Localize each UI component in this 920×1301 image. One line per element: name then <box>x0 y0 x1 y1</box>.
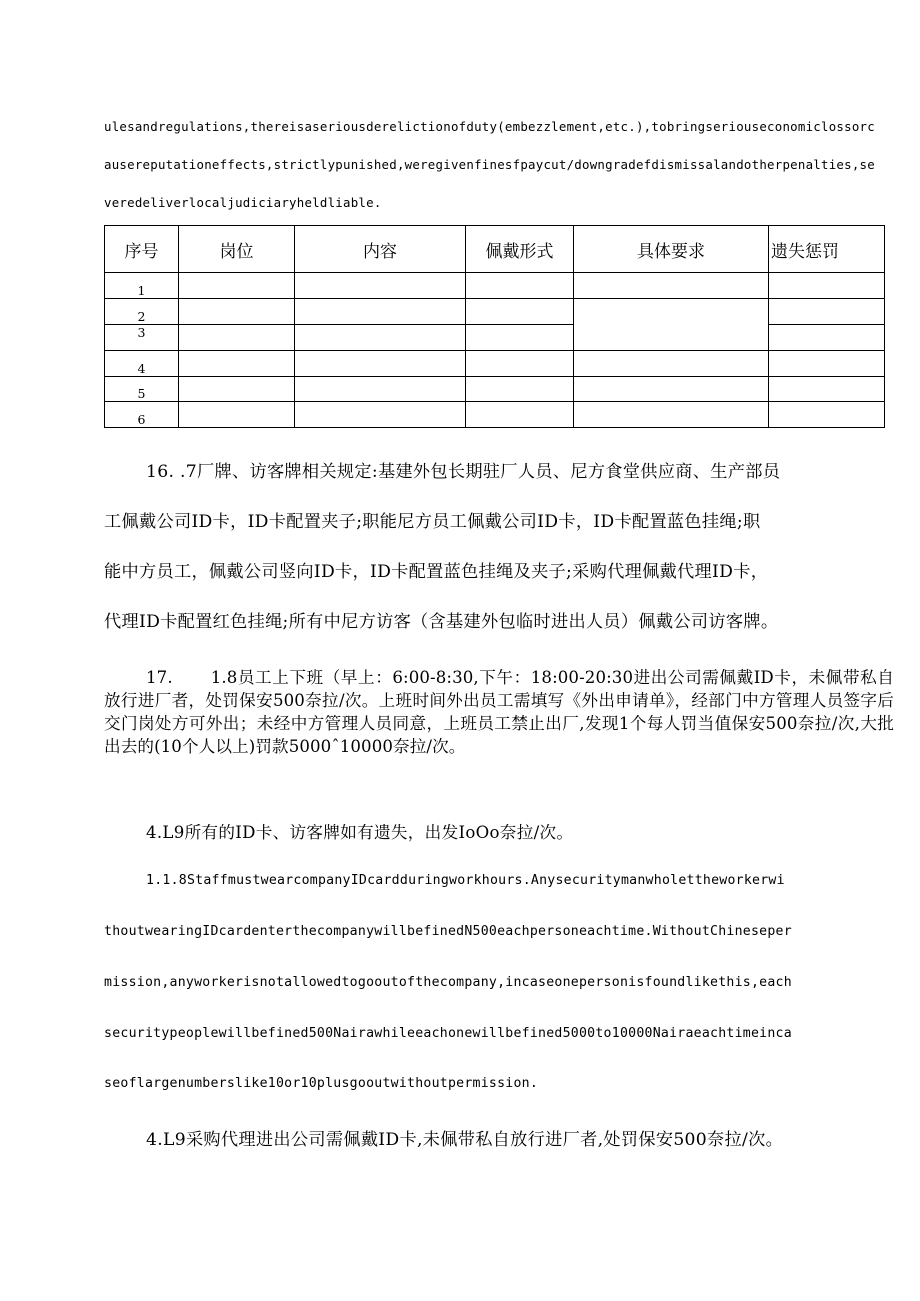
table-cell <box>179 299 295 325</box>
table-cell <box>295 351 466 377</box>
merged-cell <box>574 299 769 351</box>
table-cell <box>466 402 574 428</box>
english-line-1: 1.1.8StaffmustwearcompanyIDcardduringworkhours.Anysecuritymanwholettheworkerwi <box>146 873 785 888</box>
table-cell <box>466 325 574 351</box>
english-line-4: securitypeoplewillbefined500Nairawhileeachonewillbefined5000to10000Nairaeachtimeinca <box>104 1026 792 1041</box>
header-content: 内容 <box>295 226 466 273</box>
table-cell <box>295 299 466 325</box>
section-16-line-1: 16. .7厂牌、访客牌相关规定:基建外包长期驻厂人员、尼方食堂供应商、生产部员 <box>146 462 781 482</box>
table-cell <box>466 273 574 299</box>
table-cell <box>769 351 885 377</box>
table-cell <box>466 377 574 402</box>
table-cell <box>295 273 466 299</box>
section-17-paragraph <box>104 666 894 758</box>
table-row <box>105 402 885 428</box>
table-cell <box>466 299 574 325</box>
section-16-line-2: 工佩戴公司ID卡，ID卡配置夹子;职能尼方员工佩戴公司ID卡，ID卡配置蓝色挂绳;职 <box>104 512 761 532</box>
row-number: 2 <box>105 299 179 325</box>
header-wear-form: 佩戴形式 <box>466 226 574 273</box>
header-requirements: 具体要求 <box>574 226 769 273</box>
section-419-purchase-agents: 4.L9采购代理进出公司需佩戴ID卡,未佩带私自放行进厂者,处罚保安500奈拉/次。 <box>146 1130 784 1150</box>
row-number: 4 <box>105 351 179 377</box>
english-line-3: mission,anyworkerisnotallowedtogooutofthecompany,incaseonepersonisfoundlikethis,each <box>104 975 792 990</box>
table-cell <box>295 325 466 351</box>
section-16-line-4: 代理ID卡配置红色挂绳;所有中尼方访客（含基建外包临时进出人员）佩戴公司访客牌。 <box>104 612 779 632</box>
section-17-number: 17. <box>146 668 173 687</box>
table-cell <box>769 273 885 299</box>
table-row <box>105 273 885 299</box>
table-cell <box>295 377 466 402</box>
table-row <box>105 299 885 325</box>
english-line-2: thoutwearingIDcardenterthecompanywillbefinedN500eachpersoneachtime.WithoutChineseper <box>104 924 792 939</box>
table-cell <box>574 273 769 299</box>
section-17-text: 1.8员工上下班（早上：6:00-8:30,下午：18:00-20:30进出公司需佩戴ID卡，未佩带私自放行进厂者，处罚保安500奈拉/次。上班时间外出员工需填写《外出申请单》，经部门中方管理人员签字后交门岗处方可外出；未经中方管理人员同意，上班员工禁止出厂,发现1个每人罚当值保安500奈拉/次,大批出去的(10个人以上)罚款5000ˆ10000奈拉/次。 <box>104 668 894 756</box>
table-cell <box>179 377 295 402</box>
table-header-row <box>105 226 885 273</box>
header-loss-penalty: 遗失惩罚 <box>769 226 885 273</box>
header-seq: 序号 <box>105 226 179 273</box>
table-cell <box>769 299 885 325</box>
table-row <box>105 351 885 377</box>
table-cell <box>179 402 295 428</box>
row-number: 3 <box>105 325 179 351</box>
table-cell <box>574 377 769 402</box>
table-cell <box>466 351 574 377</box>
table-cell <box>295 402 466 428</box>
table-cell <box>179 351 295 377</box>
table-cell <box>769 402 885 428</box>
table-cell <box>179 325 295 351</box>
table-row <box>105 377 885 402</box>
intro-line-2: ausereputationeffects,strictlypunished,weregivenfinesfpaycut/downgradefdismissalandotherpenalties,se <box>104 157 875 172</box>
english-line-5: seoflargenumberslike10or10plusgooutwithoutpermission. <box>104 1076 539 1091</box>
table-cell <box>574 402 769 428</box>
header-post: 岗位 <box>179 226 295 273</box>
section-16-line-3: 能中方员工，佩戴公司竖向ID卡，ID卡配置蓝色挂绳及夹子;采购代理佩戴代理ID卡， <box>104 562 769 582</box>
intro-line-1: ulesandregulations,thereisaseriousderelictionofduty(embezzlement,etc.),tobringseriouseconomiclossorc <box>104 119 875 134</box>
table-cell <box>769 325 885 351</box>
id-card-table <box>104 225 885 428</box>
section-419-lost-cards: 4.L9所有的ID卡、访客牌如有遗失，出发IoOo奈拉/次。 <box>146 823 574 842</box>
table-cell <box>179 273 295 299</box>
row-number: 5 <box>105 377 179 402</box>
row-number: 6 <box>105 402 179 428</box>
table-cell <box>574 351 769 377</box>
row-number: 1 <box>105 273 179 299</box>
table-cell <box>769 377 885 402</box>
intro-line-3: veredeliverlocaljudiciaryheldliable. <box>104 195 382 210</box>
